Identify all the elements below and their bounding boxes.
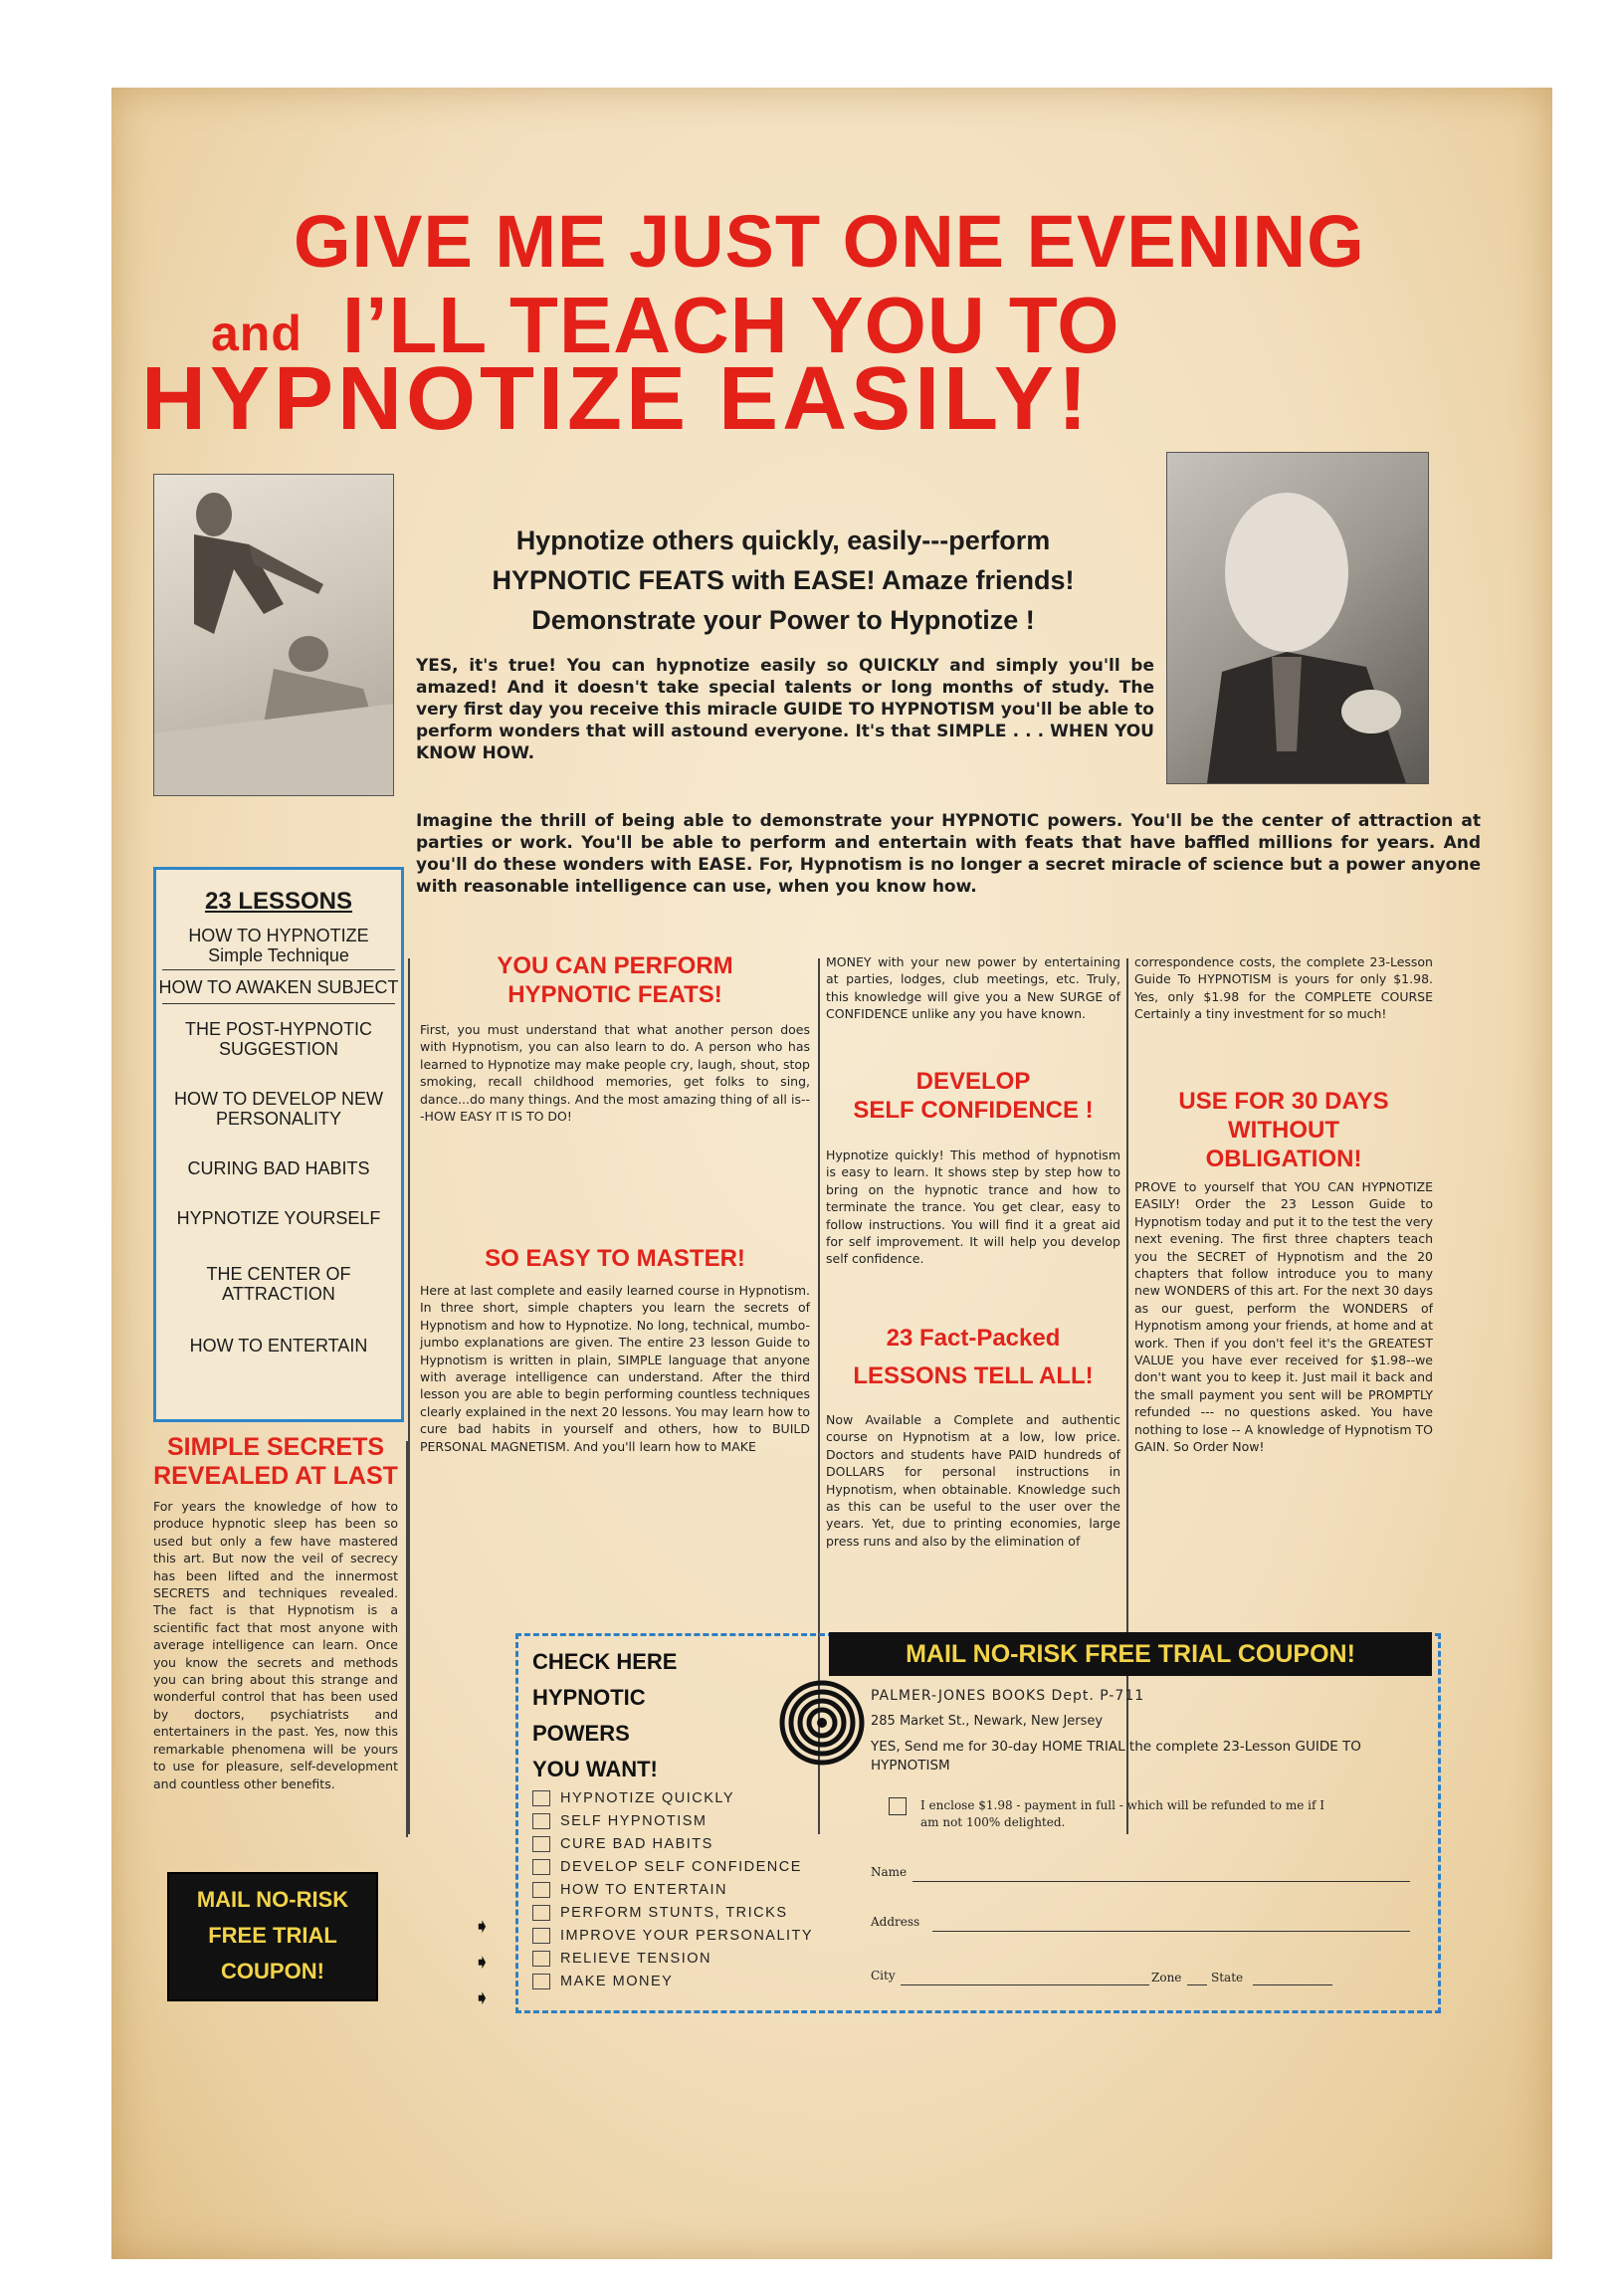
checkbox[interactable] (532, 1836, 550, 1852)
subhead-line-3: Demonstrate your Power to Hypnotize ! (531, 605, 1035, 635)
checklist-item[interactable] (532, 1810, 813, 1833)
lesson-item: CURING BAD HABITS (187, 1158, 370, 1178)
coupon-company: PALMER-JONES BOOKS Dept. P-711 (871, 1688, 1145, 1704)
simple-secrets-text: For years the knowledge of how to produce hypnotic sleep has been so used but only a few have mastered this art. But now the veil of secrecy has been lifted and the innermost SECRETS and techniques revealed. The fact is that Hypnotism is a scientific fact that most anyone with average intelligence can learn. Once you know the secrets and methods you can bring about this strange and wonderful control that has been used by doctors, psychiatrists and entertainers in the past. Yes, now this remarkable phenomena will be yours to use for pleasure, self-development and countless other benefits. (153, 1499, 398, 1791)
confidence-text: Hypnotize quickly! This method of hypnotism is easy to learn. It shows step by step how to bring on the hypnotic trance and how to terminate the trance. You get clear, easy to follow instructions. You will find it a great aid for self improvement. It will help you develop self confidence. (826, 1148, 1120, 1267)
checkbox[interactable] (532, 1928, 550, 1944)
state-field[interactable] (1253, 1984, 1332, 1985)
subhead-line-2: HYPNOTIC FEATS with EASE! Amaze friends! (492, 565, 1075, 595)
lesson-item: HYPNOTIZE YOURSELF (176, 1208, 381, 1228)
checklist-item-label: DEVELOP SELF CONFIDENCE (560, 1859, 802, 1875)
city-label: City (871, 1969, 896, 1983)
checklist-item-label: SELF HYPNOTISM (560, 1813, 708, 1829)
feats-heading: YOU CAN PERFORM HYPNOTIC FEATS! (497, 952, 733, 1008)
coupon-address: 285 Market St., Newark, New Jersey (871, 1714, 1104, 1729)
checklist-item[interactable] (532, 1948, 813, 1971)
lessons-text: Now Available a Complete and authentic course on Hypnotism at a low, low price. Doctors and students have PAID hundreds of DOLLARS for personal instructions in Hypnotism, when obtainable. Knowledge such as this can be useful to the user over the years. Yet, due to printing economies, large press runs and also by the elimination of (826, 1412, 1120, 1549)
thirty-days-heading: USE FOR 30 DAYS WITHOUT OBLIGATION! (1178, 1088, 1389, 1172)
coupon-enclose-text: I enclose $1.98 - payment in full - which will be refunded to me if I am not 100% delighted. (920, 1798, 1324, 1829)
man-portrait-icon (1167, 453, 1428, 783)
checklist-item[interactable] (532, 1787, 813, 1810)
checkbox[interactable] (532, 1790, 550, 1806)
correspondence-text: correspondence costs, the complete 23-Lesson Guide To HYPNOTISM is yours for only $1.98. Yes, only $1.98 for the COMPLETE COURSE Certainly a tiny investment for so much! (1134, 954, 1433, 1022)
mail-coupon-badge[interactable] (167, 1872, 378, 2001)
enclose-checkbox[interactable] (889, 1797, 907, 1815)
subhead-line-1: Hypnotize others quickly, easily---perform (515, 525, 1051, 555)
checklist-item-label: CURE BAD HABITS (560, 1836, 713, 1852)
address-field[interactable] (932, 1931, 1410, 1932)
spiral-target-icon (779, 1680, 865, 1766)
arrow-right-icon: ➧ (474, 1987, 491, 2009)
checklist-item-label: RELIEVE TENSION (560, 1951, 711, 1967)
confidence-heading: DEVELOP SELF CONFIDENCE ! (853, 1068, 1094, 1124)
arrow-right-icon: ➧ (474, 1952, 491, 1974)
lessons-heading: 23 Fact-Packed LESSONS TELL ALL! (853, 1325, 1094, 1389)
coupon-order-text: YES, Send me for 30-day HOME TRIAL the complete 23-Lesson GUIDE TO HYPNOTISM (871, 1739, 1361, 1774)
checklist-item[interactable] (532, 1833, 813, 1856)
headline-line-2: I’LL TEACH YOU TO (342, 281, 1120, 369)
imagine-paragraph: Imagine the thrill of being able to demonstrate your HYPNOTIC powers. You'll be the center of attraction at parties or work. You'll be able to perform and entertain with feats that have baffled millions for years. And you'll do these wonders with EASE. For, Hypnotism is no longer a secret miracle of science but a power anyone with reasonable intelligence can use, when you know how. (416, 811, 1481, 897)
checkbox[interactable] (532, 1813, 550, 1829)
headline-line-3: HYPNOTIZE EASILY! (141, 349, 1092, 449)
money-text: MONEY with your new power by entertaining at parties, lodges, club meetings, etc. Truly, this knowledge will give you a New SURGE of CONFIDENCE unlike any you have known. (826, 954, 1120, 1022)
state-label: State (1211, 1971, 1244, 1984)
checklist-item-label: HYPNOTIZE QUICKLY (560, 1790, 735, 1806)
simple-secrets-heading: SIMPLE SECRETS REVEALED AT LAST (153, 1433, 398, 1490)
name-label: Name (871, 1865, 908, 1879)
city-field[interactable] (901, 1984, 1149, 1985)
checklist-item[interactable] (532, 1856, 813, 1879)
checklist-item-label: HOW TO ENTERTAIN (560, 1882, 727, 1898)
checklist-item[interactable] (532, 1925, 813, 1948)
zone-field[interactable] (1187, 1984, 1207, 1985)
mail-coupon-badge-text: MAIL NO-RISK FREE TRIAL COUPON! (196, 1887, 349, 1983)
comic-back-cover-page (111, 88, 1552, 2259)
checklist-heading: CHECK HERE HYPNOTIC POWERS YOU WANT! (532, 1649, 678, 1781)
arrow-right-icon: ➧ (474, 1916, 491, 1938)
checkbox[interactable] (532, 1951, 550, 1967)
lesson-item: THE POST-HYPNOTIC SUGGESTION (184, 1019, 372, 1059)
checklist-item-label: PERFORM STUNTS, TRICKS (560, 1905, 788, 1921)
zone-label: Zone (1151, 1971, 1182, 1984)
lesson-item: HOW TO AWAKEN SUBJECT (158, 977, 399, 997)
checkbox[interactable] (532, 1859, 550, 1875)
lesson-item: HOW TO DEVELOP NEW PERSONALITY (173, 1089, 384, 1129)
thirty-days-text: PROVE to yourself that YOU CAN HYPNOTIZE EASILY! Order the 23 Lesson Guide to Hypnotism today and put it to the test the very next evening. The first three chapters teach you the SECRET of Hypnotism and the 20 chapters that follow introduce you to many new WONDERS of this art. For the next 30 days as our guest, perform the WONDERS of Hypnotism among your friends, at home and at work. Then if you don't feel it's the GREATEST VALUE you have ever received for $1.98--we don't want you to keep it. Just mail it back and the small payment you sent will be PROMPTLY refunded --- no questions asked. You have nothing to lose -- A knowledge of Hypnotism TO GAIN. So Order Now! (1134, 1179, 1433, 1455)
checkbox[interactable] (532, 1882, 550, 1898)
column-divider (408, 958, 410, 1834)
lesson-item: THE CENTER OF ATTRACTION (206, 1264, 351, 1304)
checklist-item[interactable] (532, 1971, 813, 1993)
checkbox[interactable] (532, 1905, 550, 1921)
order-coupon (515, 1633, 1441, 2013)
easy-heading: SO EASY TO MASTER! (485, 1245, 745, 1272)
name-field[interactable] (912, 1881, 1410, 1882)
coupon-banner (829, 1632, 1432, 1676)
feats-text: First, you must understand that what another person does with Hypnotism, you can also learn to do. A person who has learned to Hypnotize may make people cry, laugh, shout, stop smoking, recall childhood memories, get folks to sing, dance...do many things. And the most amazing thing of all is---HOW EASY IT IS TO DO! (420, 1022, 810, 1125)
headline-line-1: GIVE ME JUST ONE EVENING (294, 200, 1365, 283)
checklist (532, 1787, 813, 1993)
hypnotist-illustration (153, 474, 394, 796)
checklist-item[interactable] (532, 1879, 813, 1902)
headline-line-2-and: and (211, 306, 303, 361)
checklist-item-label: MAKE MONEY (560, 1974, 674, 1989)
lessons-title: 23 LESSONS (204, 888, 353, 915)
easy-text: Here at last complete and easily learned course in Hypnotism. In three short, simple chapters you learn the secrets of Hypnotism and how to Hypnotize. No long, technical, mumbo-jumbo explanations are given. The entire 23 lesson Guide to Hypnotism is written in plain, SIMPLE language that anyone with average intelligence can understand. After the third lesson you are able to begin performing countless techniques clearly explained in the next 20 lessons. You may learn how to cure bad habits in yourself and others, how to BUILD PERSONAL MAGNETISM. And you'll learn how to MAKE (420, 1283, 810, 1454)
checklist-item[interactable] (532, 1902, 813, 1925)
address-label: Address (871, 1915, 920, 1929)
lesson-item: HOW TO ENTERTAIN (189, 1336, 368, 1356)
author-portrait-photo (1166, 452, 1429, 784)
checklist-item-label: IMPROVE YOUR PERSONALITY (560, 1928, 814, 1944)
coupon-banner-text: MAIL NO-RISK FREE TRIAL COUPON! (906, 1640, 1355, 1668)
badge-arrows (474, 1909, 491, 2016)
lesson-item: HOW TO HYPNOTIZE Simple Technique (188, 926, 369, 965)
hypnotist-sketch-icon (154, 475, 393, 795)
checkbox[interactable] (532, 1974, 550, 1989)
lessons-box (153, 867, 404, 1422)
intro-paragraph: YES, it's true! You can hypnotize easily so QUICKLY and simply you'll be amazed! And it doesn't take special talents or long months of study. The very first day you receive this miracle GUIDE TO HYPNOTISM you'll be able to perform wonders that will astound everyone. It's that SIMPLE . . . WHEN YOU KNOW HOW. (416, 656, 1154, 763)
